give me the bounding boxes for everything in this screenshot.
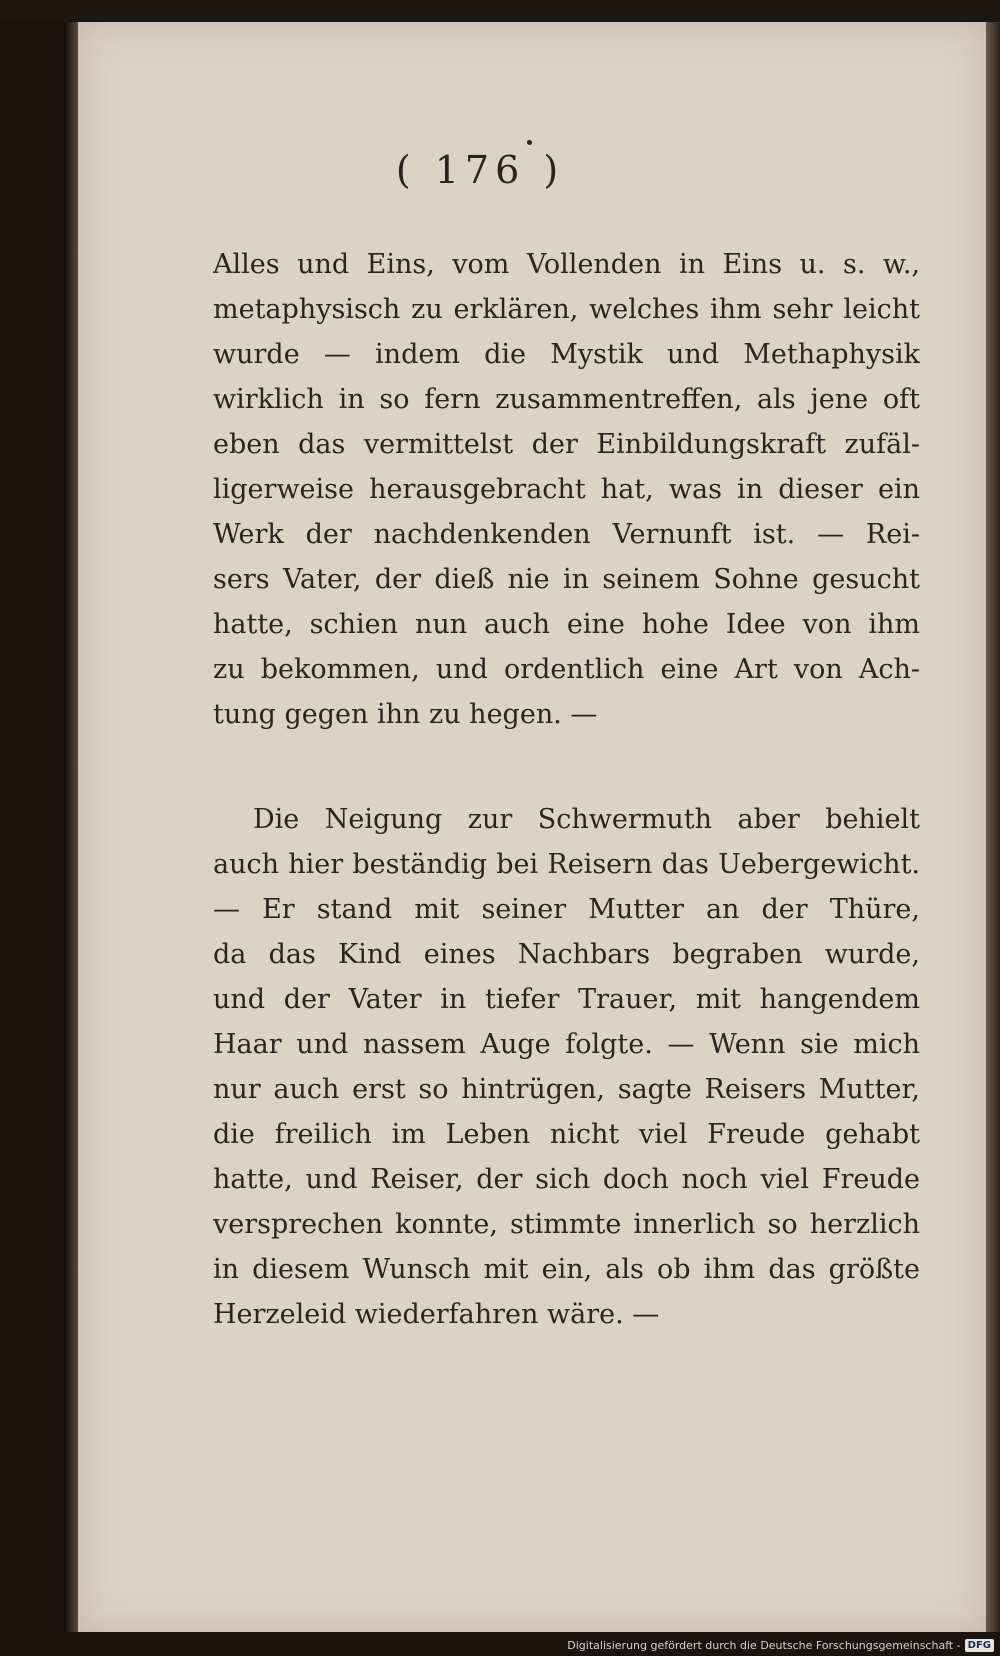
- text-line: wurde — indem die Mystik und Methaphysik: [213, 339, 920, 370]
- text-line: wirklich in so fern zusammentreffen, als jene oft: [213, 384, 920, 415]
- page-number: ( 176 ): [395, 148, 565, 192]
- text-line: in diesem Wunsch mit ein, als ob ihm das größte: [213, 1254, 920, 1285]
- dfg-logo: DFG: [965, 1639, 994, 1652]
- text-line: sers Vater, der dieß nie in seinem Sohne gesucht: [213, 564, 920, 595]
- text-line: eben das vermittelst der Einbildungskraft zufäl-: [213, 429, 920, 460]
- text-line: Die Neigung zur Schwermuth aber behielt: [253, 804, 920, 835]
- text-line: — Er stand mit seiner Mutter an der Thüre,: [213, 894, 920, 925]
- paragraph-1: [213, 242, 920, 737]
- text-line: auch hier beständig bei Reisern das Uebergewicht.: [213, 849, 920, 880]
- page-gutter-shadow: [64, 22, 78, 1632]
- text-line: Haar und nassem Auge folgte. — Wenn sie mich: [213, 1029, 920, 1060]
- text-line: hatte, und Reiser, der sich doch noch viel Freude: [213, 1164, 920, 1195]
- text-line: metaphysisch zu erklären, welches ihm sehr leicht: [213, 294, 920, 325]
- text-line: Alles und Eins, vom Vollenden in Eins u. s. w.,: [213, 249, 920, 280]
- scan-border: [0, 0, 1000, 20]
- text-line: zu bekommen, und ordentlich eine Art von Ach-: [213, 654, 920, 685]
- text-line: versprechen konnte, stimmte innerlich so herzlich: [213, 1209, 920, 1240]
- text-line: da das Kind eines Nachbars begraben wurde,: [213, 939, 920, 970]
- text-line: hatte, schien nun auch eine hohe Idee von ihm: [213, 609, 920, 640]
- text-line: Herzeleid wiederfahren wäre. —: [213, 1299, 660, 1330]
- text-line: ligerweise herausgebracht hat, was in dieser ein: [213, 474, 920, 505]
- page-edge: [986, 22, 1000, 1632]
- ink-dot: [527, 140, 532, 145]
- text-line: tung gegen ihn zu hegen. —: [213, 699, 598, 730]
- text-line: nur auch erst so hintrügen, sagte Reisers Mutter,: [213, 1074, 920, 1105]
- text-line: die freilich im Leben nicht viel Freude gehabt: [213, 1119, 920, 1150]
- credit-text: Digitalisierung gefördert durch die Deutsche Forschungsgemeinschaft -: [567, 1639, 961, 1652]
- digitization-credit: [567, 1639, 994, 1652]
- text-line: und der Vater in tiefer Trauer, mit hangendem: [213, 984, 920, 1015]
- text-line: Werk der nachdenkenden Vernunft ist. — Rei-: [213, 519, 920, 550]
- paragraph-2: [213, 797, 920, 1337]
